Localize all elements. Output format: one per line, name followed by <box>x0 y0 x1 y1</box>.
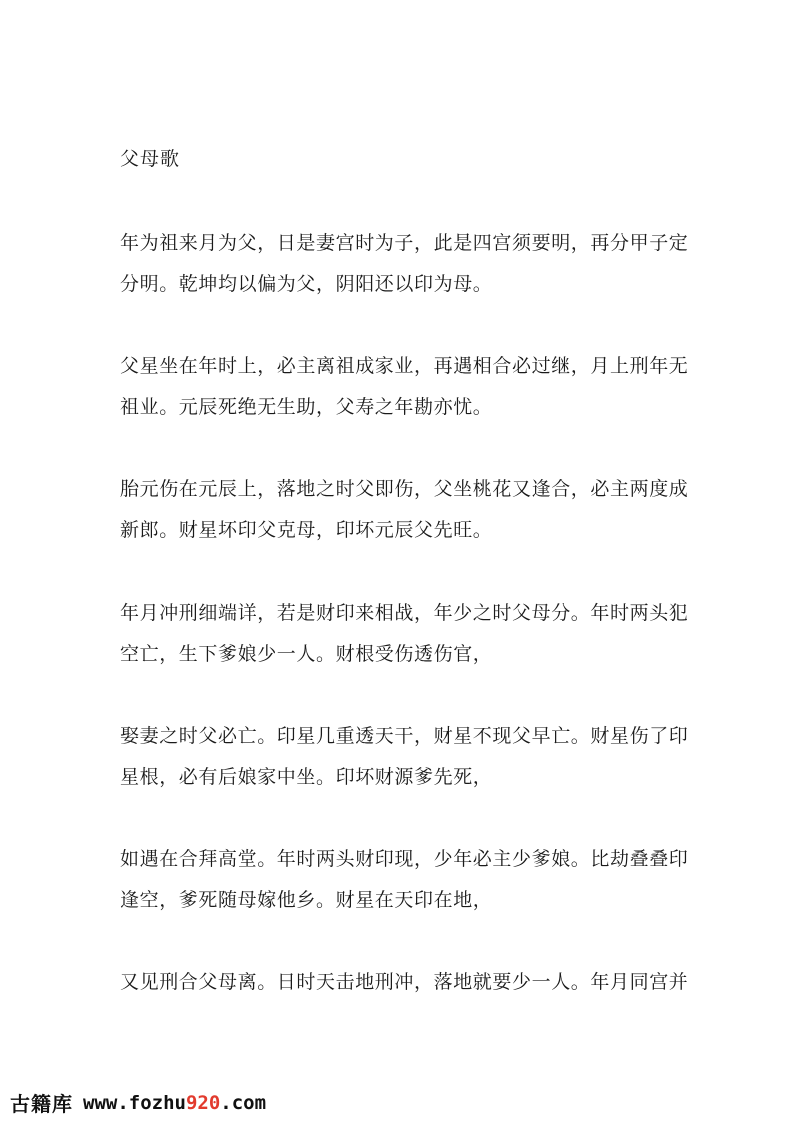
paragraph <box>120 593 689 675</box>
paragraph-line: 分明。乾坤均以偏为父，阴阳还以印为母。 <box>120 273 493 295</box>
paragraph-line: 新郎。财星坏印父克母，印坏元辰父先旺。 <box>120 519 493 541</box>
paragraph <box>120 839 689 921</box>
paragraph <box>120 469 689 551</box>
paragraph-line: 星根，必有后娘家中坐。印坏财源爹先死， <box>120 766 493 788</box>
paragraph-line: 娶妻之时父必亡。印星几重透天干，财星不现父早亡。财星伤了印 <box>120 725 689 747</box>
watermark-footer <box>10 1088 266 1117</box>
paragraph <box>120 346 689 428</box>
paragraph-line: 年为祖来月为父，日是妻宫时为子，此是四宫须要明，再分甲子定 <box>120 232 689 254</box>
paragraph-line: 胎元伤在元辰上，落地之时父即伤，父坐桃花又逢合，必主两度成 <box>120 478 689 500</box>
paragraph-line: 年月冲刑细端详，若是财印来相战，年少之时父母分。年时两头犯 <box>120 602 689 624</box>
url-suffix: .com <box>220 1091 267 1114</box>
paragraph-line: 又见刑合父母离。日时天击地刑冲，落地就要少一人。年月同宫并 <box>120 971 689 993</box>
url-prefix: www.fozhu <box>83 1091 186 1114</box>
paragraph-line: 祖业。元辰死绝无生助，父寿之年勘亦忧。 <box>120 396 493 418</box>
paragraph <box>120 716 689 798</box>
paragraph-line: 父星坐在年时上，必主离祖成家业，再遇相合必过继，月上刑年无 <box>120 355 689 377</box>
paragraph-line: 如遇在合拜高堂。年时两头财印现，少年必主少爹娘。比劫叠叠印 <box>120 848 689 870</box>
url-accent: 920 <box>185 1091 221 1114</box>
site-url[interactable] <box>83 1092 266 1114</box>
paragraph <box>120 962 689 1003</box>
paragraph-line: 逢空，爹死随母嫁他乡。财星在天印在地， <box>120 889 493 911</box>
site-brand: 古籍库 <box>10 1092 73 1116</box>
document-title: 父母歌 <box>120 148 181 170</box>
paragraph-line: 空亡，生下爹娘少一人。财根受伤透伤官， <box>120 643 493 665</box>
paragraph <box>120 223 689 305</box>
